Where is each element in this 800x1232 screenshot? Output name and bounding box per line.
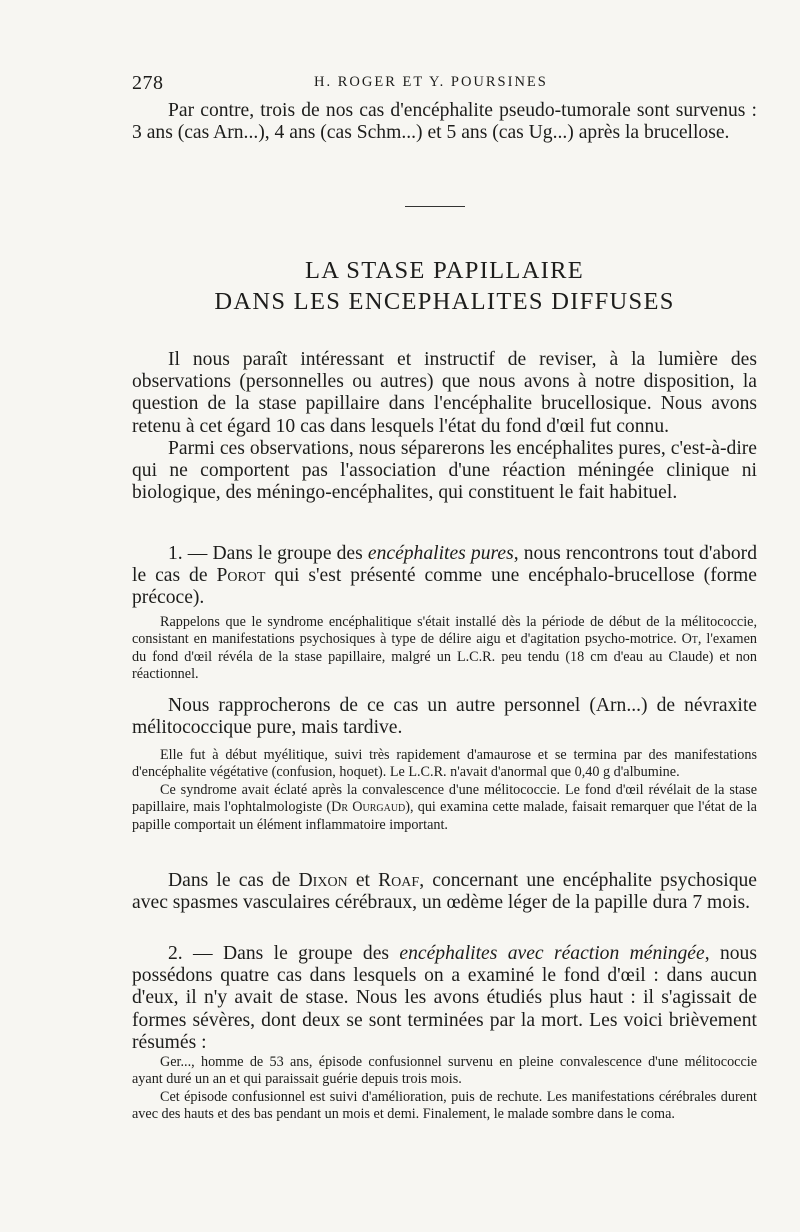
p3-author-name: Porot bbox=[216, 565, 266, 587]
intro-paragraph: Par contre, trois de nos cas d'encéphalite pseudo-tumorale sont survenus : 3 ans (cas Arn...), 4 ans (cas Schm...) et 5 ans (cas Ug...) après la brucellose. bbox=[132, 100, 757, 144]
page-number: 278 bbox=[132, 72, 164, 94]
paragraph-block-5 bbox=[132, 870, 757, 914]
paragraph-5 bbox=[132, 870, 757, 914]
small-block-2 bbox=[132, 747, 757, 834]
p5-author-name-1: Dixon bbox=[298, 870, 348, 891]
p6-text-a: 2. — Dans le groupe des bbox=[168, 943, 400, 964]
small-paragraph-2: Elle fut à début myélitique, suivi très rapidement d'amaurose et se termina par des manifestations d'encéphalite végétative (confusion, hoquet). Le L.C.R. n'avait d'anormal que 0,40 g d'albumine. bbox=[132, 747, 757, 781]
section-separator-rule bbox=[405, 206, 465, 207]
p5-author-name-2: Roaf bbox=[378, 870, 420, 891]
p5-text-mid: et bbox=[347, 870, 379, 891]
small-paragraph-4: Ger..., homme de 53 ans, épisode confusionnel survenu en pleine convalescence d'une mélitococcie ayant duré un an et qui paraissait guérie depuis trois mois. bbox=[132, 1054, 757, 1088]
section-title-line2: DANS LES ENCEPHALITES DIFFUSES bbox=[214, 288, 675, 315]
small1-author-name: Ot bbox=[681, 631, 698, 648]
small-paragraph-3 bbox=[132, 782, 757, 834]
small-paragraph-1 bbox=[132, 614, 757, 684]
paragraph-4: Nous rapprocherons de ce cas un autre personnel (Arn...) de névraxite mélitococcique pure, mais tardive. bbox=[132, 695, 757, 739]
intro-paragraph-block bbox=[132, 100, 757, 144]
p5-text-b: , concernant une encéphalite psychosique avec spasmes vasculaires cérébraux, un œdème léger de la papille dura 7 mois. bbox=[132, 870, 757, 914]
section-title-line1: LA STASE PAPILLAIRE bbox=[304, 257, 585, 284]
p5-text-a: Dans le cas de bbox=[168, 870, 299, 891]
small-block-1 bbox=[132, 614, 757, 684]
paragraph-6 bbox=[132, 943, 757, 1054]
paragraph-3 bbox=[132, 543, 757, 610]
small3-text-a: Ce syndrome avait éclaté après la convalescence d'une mélitococcie. Le fond d'œil révélait de la stase papillaire, mais l'ophtalmologiste ( bbox=[132, 781, 757, 816]
paragraph-block-1 bbox=[132, 349, 757, 504]
small3-text-b: ), qui examina cette malade, faisait remarquer que l'état de la papille comportait un élément inflammatoire important. bbox=[132, 799, 757, 833]
small-block-3 bbox=[132, 1054, 757, 1124]
paragraph-1: Il nous paraît intéressant et instructif de reviser, à la lumière des observations (personnelles ou autres) que nous avons à notre disposition, la question de la stase papillaire dans l'encéphalite brucellosique. Nous avons retenu à cet égard 10 cas dans lesquels l'état du fond d'œil fut connu. bbox=[132, 349, 757, 437]
small1-text-b: , l'examen du fond d'œil révéla de la stase papillaire, malgré un L.C.R. peu tendu (18 cm d'eau au Claude) et non réactionnel. bbox=[132, 631, 757, 683]
small3-author-name: Dr Ourgaud bbox=[331, 799, 406, 816]
p3-italic: encéphalites pures bbox=[367, 543, 514, 564]
p6-italic: encéphalites avec réaction méningée bbox=[399, 943, 705, 964]
small1-text-a: Rappelons que le syndrome encéphalitique s'était installé dès la période de début de la mélitococcie, consistant en manifestations psychosiques à type de délire aigu et d'agitation psycho-motrice. bbox=[132, 614, 757, 648]
paragraph-2: Parmi ces observations, nous séparerons les encéphalites pures, c'est-à-dire qui ne comportent pas l'association d'une réaction méningée clinique ni biologique, des méningo-encéphalites, qui constituent le fait habituel. bbox=[132, 437, 757, 504]
p3-text-b: , nous rencontrons tout d'abord le cas de bbox=[132, 543, 757, 587]
p6-text-b: , nous possédons quatre cas dans lesquels on a examiné le fond d'œil : dans aucun d'eux, il n'y avait de stase. Nous les avons étudiés plus haut : il s'agissait de formes sévères, dont deux se sont terminées par la mort. Les voici brièvement résumés : bbox=[132, 943, 757, 1053]
paragraph-block-4 bbox=[132, 695, 757, 739]
p3-text-c: qui s'est présenté comme une encéphalo-brucellose (forme précoce). bbox=[132, 565, 757, 609]
page-header bbox=[132, 72, 757, 94]
paragraph-block-3 bbox=[132, 543, 757, 610]
paragraph-block-6 bbox=[132, 943, 757, 1054]
p3-text-a: 1. — Dans le groupe des bbox=[168, 543, 368, 564]
running-head: H. ROGER ET Y. POURSINES bbox=[314, 74, 548, 90]
small-paragraph-5: Cet épisode confusionnel est suivi d'amélioration, puis de rechute. Les manifestations cérébrales durent avec des hauts et des bas pendant un mois et demi. Finalement, le malade sombre dans le coma. bbox=[132, 1088, 757, 1123]
